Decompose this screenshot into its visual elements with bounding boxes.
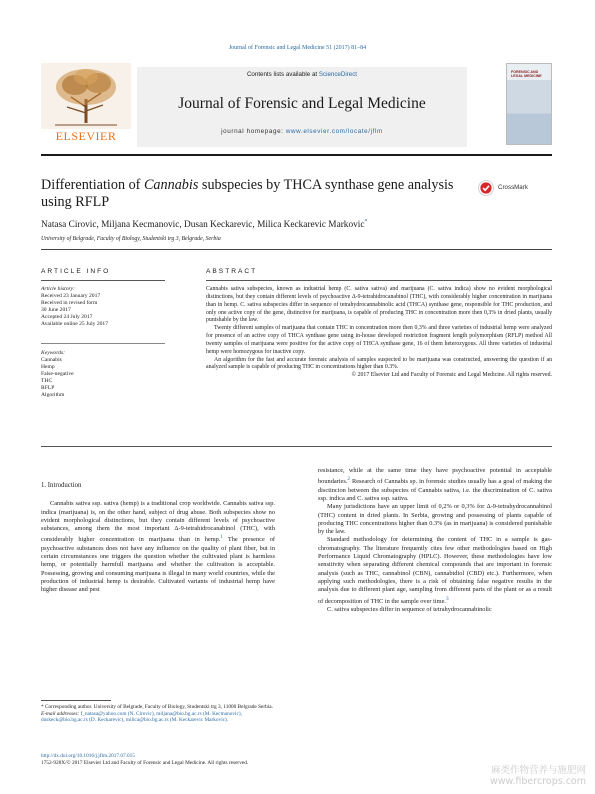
body-paragraph: Cannabis sativa ssp. sativa (hemp) is a traditional crop worldwide. Cannabis sativa ssp. indica (marijuana) is, on the other hand, subject of drug abuse. Both subspecies show no evident morphological distinctions, but they contain different levels of psychoactive substances, among them the most important Δ-9-tetrahidrocanabinol (THC), with considerably higher concentration in marijuana than in hemp.$^1$ The presence of psychoactive substances does not have any influence on the quality of plant fiber, but in certain circumstances one triggers the question whether the cultivated plant is harmless hemp, or potentially harmfull marijuana and whether the cultivation is acceptable. Possessing, growing and consuming marijuana is illegal in many world countries, while the production of industrial hemp is desirable. Cultivated variants of industrial hemp have higher disease and pest [41, 500, 275, 594]
abstract-paragraph: Twenty different samples of marijuana that contain THC in concentration more then 0,3% and three varieties of industrial hemp were analyzed for presence of an active copy of THCA synthase gene using in-house developed restriction fragment length polymorphism (RFLP) method All twenty samples of marijuana were positive for the active copy of THCA synthase gene, 16 of them heterozygous. All three varieties of industrial hemp were homozygous for inactive copy. [206, 325, 552, 355]
body-column-right [318, 467, 552, 614]
affiliation: University of Belgrade, Faculty of Biology, Studentski trg 3, Belgrade, Serbia [41, 236, 221, 242]
history-line: Accepted 24 July 2017 [41, 314, 93, 320]
body-paragraph: resistance, while at the same time they have psychoactive potential in acceptable boundaries.$^2$ Research of Cannabis sp. in forensic studies usually has a goal of making the disctincion between the subspecies of Cannabis sativa, i.e. the discrimination of C. sativa ssp. indica and C. sativa ssp. sativa. [318, 467, 552, 502]
body-column-left [41, 482, 275, 595]
footnote-rule [41, 700, 111, 701]
keyword: THC [41, 378, 53, 384]
citation-link[interactable]: 2 [347, 476, 351, 483]
keywords-divider [41, 343, 165, 344]
abstract-bottom-rule [41, 446, 552, 447]
masthead-banner [137, 67, 467, 147]
publisher-name: ELSEVIER [55, 129, 117, 143]
journal-masthead [41, 63, 552, 151]
email-links[interactable]: f_natasa@yahoo.com (N. Cirovic), miljana@bio.bg.ac.rs (M. Kecmanovic), duskeck@bio.bg.ac.rs (D. Keckarevic), milica@bio.bg.ac.rs (M. Keckarevic Markovic). [41, 710, 242, 724]
history-line: Received in revised form [41, 300, 98, 306]
crossmark-label: CrossMark [498, 184, 528, 191]
journal-cover-thumbnail[interactable] [506, 63, 552, 145]
journal-reference[interactable]: Journal of Forensic and Legal Medicine 51 (2017) 81–84 [228, 45, 367, 51]
keyword: Hemp [41, 364, 55, 370]
keyword: False-negative [41, 371, 74, 377]
site-watermark: 麻类作物营养与施肥网 www.fibercrops.com [489, 765, 586, 787]
crossmark-button[interactable] [478, 180, 552, 196]
keywords [41, 350, 165, 399]
contents-line [137, 71, 467, 78]
article-info-heading: ARTICLE INFO [41, 268, 111, 275]
keyword: RFLP [41, 385, 55, 391]
author-list [41, 219, 551, 230]
article-info-rule [41, 280, 165, 281]
title-italic: Cannabis [143, 177, 199, 193]
cover-title: FORENSIC AND LEGAL MEDICINE [511, 70, 542, 79]
history-label: Article history: [41, 286, 76, 292]
keyword: Algorithm [41, 392, 65, 398]
abstract-copyright: © 2017 Elsevier Ltd and Faculty of Forensic and Legal Medicine. All rights reserved. [351, 372, 552, 379]
doi-link[interactable]: http://dx.doi.org/10.1016/j.jflm.2017.07.015 [41, 753, 135, 759]
citation-link[interactable]: 1 [220, 534, 224, 541]
doi-block [41, 753, 401, 767]
contents-prefix: Contents lists available at [246, 71, 319, 78]
section-heading-introduction: 1. Introduction [41, 482, 82, 489]
author-names: Natasa Cirovic, Miljana Kecmanovic, Dusan Keckarevic, Milica Keckarevic Markovic [41, 220, 365, 231]
crossmark-icon [478, 180, 494, 196]
corresponding-author-mark[interactable]: * [364, 219, 368, 225]
abstract-rule [206, 280, 552, 281]
history-line: Received 23 January 2017 [41, 293, 101, 299]
email-label: E-mail addresses: [41, 710, 80, 717]
abstract-paragraph: An algorithm for the fast and accurate forensic analysis of samples suspected to be marijuana was constructed, answering the question if an analyzed sample is capable of producing THC in concentrations higher than 0.3%. [206, 356, 552, 371]
title-part-2: subspecies by THCA synthase gene analysis using RFLP [41, 177, 454, 210]
title-part-1: Differentiation of [41, 177, 144, 193]
elsevier-tree-icon [41, 63, 131, 129]
journal-homepage [137, 128, 467, 135]
email-addresses [41, 711, 275, 724]
corresponding-author-note: * Corresponding author. University of Belgrade, Faculty of Biology, Studentski trg 3, 11000 Belgrade Serbia. [41, 704, 273, 710]
issn-copyright: 1752-928X/© 2017 Elsevier Ltd and Faculty of Forensic and Legal Medicine. All rights reserved. [41, 759, 249, 766]
keywords-label: Keywords: [41, 350, 66, 356]
footnotes [41, 704, 275, 724]
citation-link[interactable]: 3 [445, 595, 449, 602]
article-history [41, 286, 165, 328]
masthead-divider [41, 154, 552, 156]
body-paragraph: C. sativa subspecies differ in sequence of tetrahydrocannabinolic [327, 605, 492, 613]
abstract-body [206, 286, 552, 380]
header-divider [41, 249, 552, 250]
history-line: Available online 25 July 2017 [41, 321, 109, 327]
history-line: 30 June 2017 [41, 307, 71, 313]
journal-title: Journal of Forensic and Legal Medicine [178, 95, 426, 112]
body-paragraph: Standard methodology for determining the content of THC in a sample is gas-chromatography. The literature frequently cites few other methodologies based on High Performance Liquid Chromatography (HPLC). However, these methodologies have low sensitivity when separating different chemical compounds that are important in forensic analysis (such as THC, cannabinol (CBN), cannabidiol (CBD) etc.). Furthermore, when applying such methodologies, there is a risk of obtaining false negative results in the analysis due to different plant age, sampling from different parts of the plant or as a result of decomposition of THC in the sample over time.$^3$ [318, 536, 552, 605]
body-paragraph: Many jurisdictions have an upper limit of 0,2% or 0,3% for Δ-9-tetrahydrocannabinol (THC) content in dried plants. In Serbia, growing and possessing of plants capable of producing THC concentrations higher than 0.3% (as in marijuana) is considered punishable by the law. [318, 503, 552, 536]
elsevier-logo[interactable] [41, 63, 131, 147]
article-title [41, 177, 481, 211]
homepage-link[interactable]: www.elsevier.com/locate/jflm [285, 128, 383, 135]
keyword: Cannabis [41, 357, 62, 363]
abstract-paragraph: Cannabis sativa subspecies, known as industrial hemp (C. sativa sativa) and marijuana (C. sativa indica) show no evident morphological distinctions, but they contain different levels of psychoactive Δ-9-tetrahidrocanabinol (THC), with considerably higher concentration in marijuana than in hemp. C. sativa subspecies differ in sequence of tetrahydrocannabinolic acid (THCA) synthase gene, responsible for THC production, and only one active copy of the gene, distinctive for marijuana, is capable of producing THC in concentration more then 0,3% in dried plants, usually punishable by the law. [206, 286, 552, 324]
sciencedirect-link[interactable]: ScienceDirect [318, 71, 358, 78]
homepage-prefix: journal homepage: [221, 128, 286, 135]
abstract-heading: ABSTRACT [206, 268, 258, 275]
